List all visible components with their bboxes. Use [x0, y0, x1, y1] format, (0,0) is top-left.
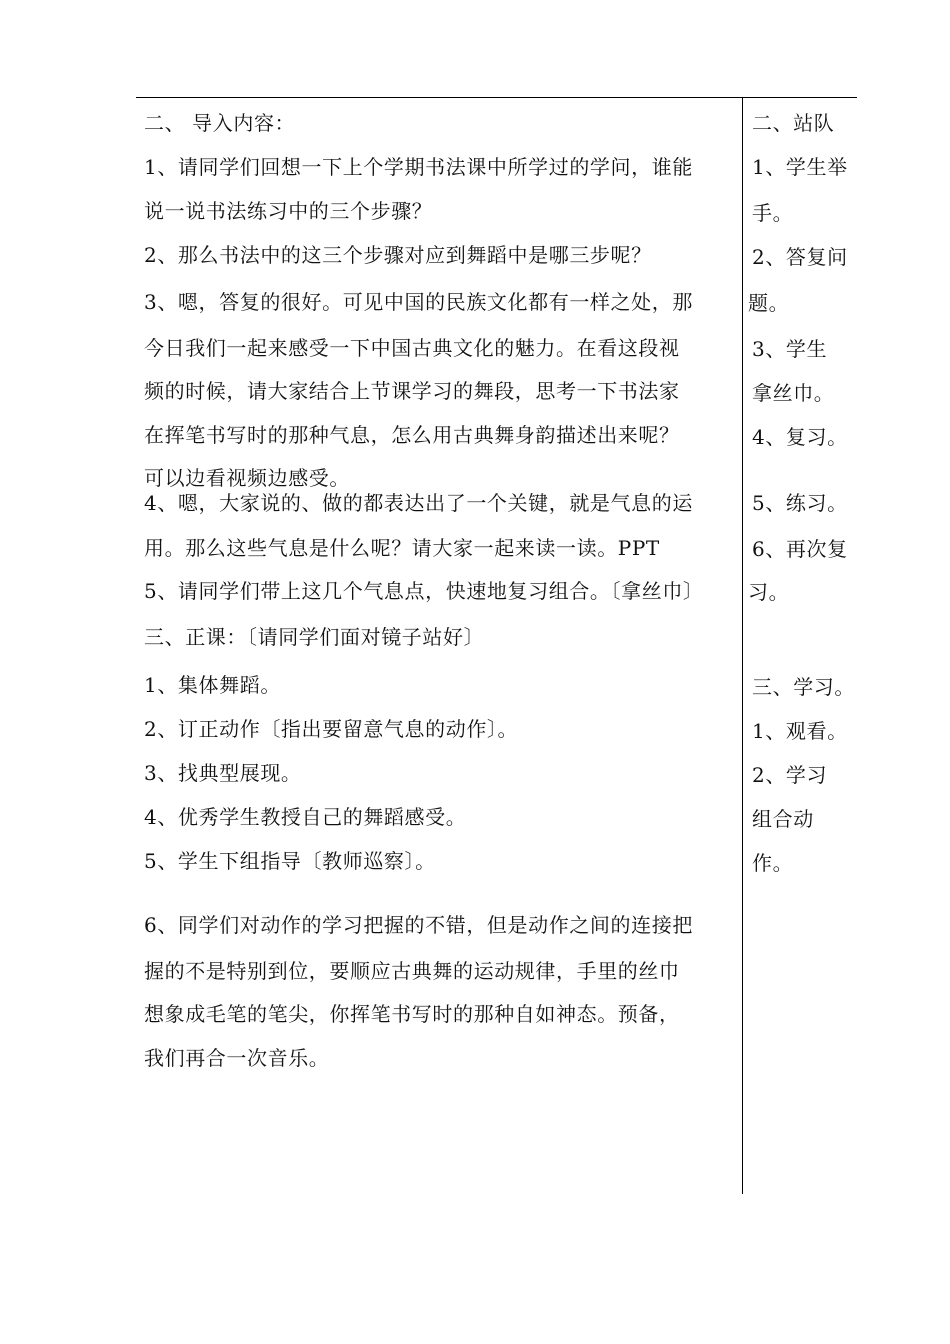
- content-line: 3、找典型展现。: [144, 761, 302, 785]
- activity-line: 二、站队: [752, 111, 835, 135]
- section-heading-main: 三、正课：〔请同学们面对镜子站好〕: [144, 625, 485, 649]
- activity-line: 拿丝巾。: [752, 381, 835, 405]
- content-line: 频的时候，请大家结合上节课学习的舞段，思考一下书法家: [144, 379, 680, 403]
- content-line: 2、那么书法中的这三个步骤对应到舞蹈中是哪三步呢？: [144, 243, 652, 267]
- activity-line: 3、学生: [752, 337, 828, 361]
- activity-line: 1、观看。: [752, 719, 848, 743]
- content-line: 2、订正动作〔指出要留意气息的动作〕。: [144, 717, 519, 741]
- activity-line: 组合动: [752, 807, 814, 831]
- activity-line: 1、学生举: [752, 155, 848, 179]
- section-heading-intro: 二、 导入内容：: [144, 111, 296, 135]
- content-line: 1、请同学们回想一下上个学期书法课中所学过的学问，谁能: [144, 155, 693, 179]
- content-line: 4、优秀学生教授自己的舞蹈感受。: [144, 805, 467, 829]
- activity-line: 2、学习: [752, 763, 828, 787]
- activity-line: 作。: [752, 851, 794, 875]
- content-line: 3、嗯，答复的很好。可见中国的民族文化都有一样之处，那: [144, 290, 693, 314]
- activity-line: 5、练习。: [752, 491, 848, 515]
- activity-line: 4、复习。: [752, 425, 848, 449]
- activity-line: 2、答复问: [752, 245, 848, 269]
- content-line: 说一说书法练习中的三个步骤？: [144, 199, 433, 223]
- table-top-border: [136, 97, 857, 98]
- activity-line: 题。: [748, 291, 790, 315]
- content-line: 6、同学们对动作的学习把握的不错，但是动作之间的连接把: [144, 913, 693, 937]
- content-line: 可以边看视频边感受。: [144, 466, 350, 490]
- activity-line: 6、再次复: [752, 537, 848, 561]
- content-line: 5、学生下组指导〔教师巡察〕。: [144, 849, 436, 873]
- content-line: 今日我们一起来感受一下中国古典文化的魅力。在看这段视: [144, 336, 680, 360]
- column-divider: [742, 97, 743, 1194]
- content-line: 1、集体舞蹈。: [144, 673, 281, 697]
- content-line: 用。那么这些气息是什么呢？请大家一起来读一读。PPT: [144, 536, 660, 560]
- activity-line: 习。: [748, 580, 790, 604]
- content-line: 5、请同学们带上这几个气息点，快速地复习组合。〔拿丝巾〕: [144, 579, 704, 603]
- content-line: 握的不是特别到位，要顺应古典舞的运动规律，手里的丝巾: [144, 959, 680, 983]
- content-line: 想象成毛笔的笔尖，你挥笔书写时的那种自如神态。预备，: [144, 1002, 680, 1026]
- content-line: 在挥笔书写时的那种气息，怎么用古典舞身韵描述出来呢？: [144, 423, 680, 447]
- activity-line: 三、学习。: [752, 675, 855, 699]
- activity-line: 手。: [752, 201, 794, 225]
- content-line: 我们再合一次音乐。: [144, 1046, 330, 1070]
- content-line: 4、嗯，大家说的、做的都表达出了一个关键，就是气息的运: [144, 491, 693, 515]
